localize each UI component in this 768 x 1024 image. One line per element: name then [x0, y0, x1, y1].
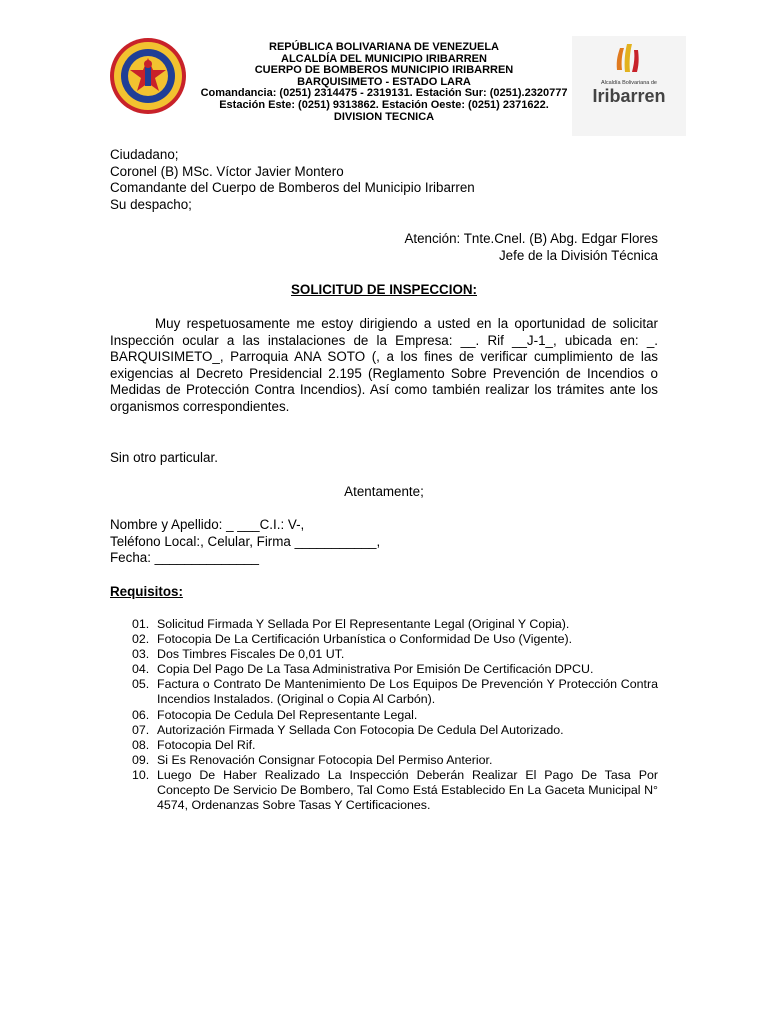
attention-line-1: Atención: Tnte.Cnel. (B) Abg. Edgar Flores [404, 231, 658, 246]
requirements-list [132, 617, 658, 813]
list-item-number: 10. [132, 767, 150, 782]
list-item-text: Fotocopia De Cedula Del Representante Legal. [157, 707, 418, 722]
list-item-text: Luego De Haber Realizado La Inspección Deberán Realizar El Pago De Tasa Por Concepto De Servicio De Bombero, Tal Como Está Establecido En La Gaceta Municipal N° 4574, Ordenanzas Sobre Tasas Y Certificaciones. [157, 767, 658, 813]
list-item-number: 08. [132, 737, 150, 752]
list-item-text: Autorización Firmada Y Sellada Con Fotocopia De Cedula Del Autorizado. [157, 722, 564, 737]
addressee-block [110, 147, 658, 213]
header-line-6: Estación Este: (0251) 9313862. Estación Oeste: (0251) 2371622. [219, 98, 549, 111]
list-item [132, 647, 658, 662]
list-item-number: 03. [132, 647, 150, 662]
list-item [132, 753, 658, 768]
requirements-heading-wrapper [110, 584, 658, 601]
addressee-line-4: Su despacho; [110, 196, 192, 212]
name-id-field: Nombre y Apellido: _ ___C.I.: V-, [110, 517, 305, 532]
list-item-number: 04. [132, 662, 150, 677]
list-item [132, 662, 658, 677]
attention-line-2: Jefe de la División Técnica [498, 247, 658, 263]
list-item-number: 06. [132, 707, 150, 722]
list-item-number: 09. [132, 752, 150, 767]
svg-text:Alcaldía Bolivariana de: Alcaldía Bolivariana de [601, 80, 657, 86]
list-item [132, 768, 658, 813]
list-item-text: Si Es Renovación Consignar Fotocopia Del Permiso Anterior. [157, 752, 493, 767]
list-item-number: 01. [132, 617, 150, 631]
list-item-number: 02. [132, 632, 150, 647]
date-field: Fecha: ______________ [110, 550, 259, 566]
addressee-line-3: Comandante del Cuerpo de Bomberos del Municipio Iribarren [110, 180, 475, 196]
list-item [132, 677, 658, 707]
header-line-4: BARQUISIMETO - ESTADO LARA [297, 75, 471, 88]
list-item [132, 617, 658, 632]
letterhead [0, 36, 768, 146]
document-title: SOLICITUD DE INSPECCION: [291, 282, 477, 297]
list-item-number: 07. [132, 722, 150, 737]
list-item [132, 632, 658, 647]
closing-line: Sin otro particular. [110, 450, 218, 465]
addressee-line-1: Ciudadano; [110, 147, 179, 162]
fire-department-seal-logo [108, 36, 188, 116]
header-line-2: ALCALDÍA DEL MUNICIPIO IRIBARREN [281, 52, 487, 65]
header-line-3: CUERPO DE BOMBEROS MUNICIPIO IRIBARREN [254, 64, 514, 77]
requirements-heading: Requisitos: [110, 584, 183, 599]
list-item-text: Copia Del Pago De La Tasa Administrativa Por Emisión De Certificación DPCU. [157, 662, 594, 677]
letterhead-text [184, 42, 584, 123]
header-line-7: DIVISION TECNICA [333, 110, 435, 123]
signature-fields [110, 517, 658, 567]
svg-text:Iribarren: Iribarren [592, 86, 666, 106]
phone-signature-field: Teléfono Local:, Celular, Firma ___________, [110, 533, 381, 549]
list-item [132, 738, 658, 753]
document-title-wrapper [110, 282, 658, 299]
list-item-number: 05. [132, 677, 150, 692]
header-line-5: Comandancia: (0251) 2314475 - 2319131. Estación Sur: (0251).2320777 [200, 87, 568, 100]
request-paragraph: Muy respetuosamente me estoy dirigiendo a usted en la oportunidad de solicitar Inspección ocular a las instalaciones de la Empresa: __. Rif __J-1_, ubicada en: _. BARQUISIMETO_, Parroquia ANA SOTO (, a los fines de verificar cumplimiento de las exigencias al Decreto Presidencial 2.195 (Reglamento Sobre Prevención de Incendios o Medidas de Protección Contra Incendios). Así como también realizar los trámites ante los organismos correspondientes. [110, 316, 658, 414]
addressee-line-2: Coronel (B) MSc. Víctor Javier Montero [110, 163, 344, 179]
regards-line: Atentamente; [344, 484, 424, 499]
list-item [132, 708, 658, 723]
list-item-text: Fotocopia Del Rif. [157, 737, 256, 752]
list-item-text: Dos Timbres Fiscales De 0,01 UT. [157, 647, 345, 662]
attention-block [110, 231, 658, 264]
header-line-1: REPÚBLICA BOLIVARIANA DE VENEZUELA [269, 41, 499, 53]
list-item [132, 723, 658, 738]
list-item-text: Fotocopia De La Certificación Urbanística o Conformidad De Uso (Vigente). [157, 632, 573, 647]
list-item-text: Factura o Contrato De Mantenimiento De Los Equipos De Prevención Y Protección Contra Incendios Instalados. (Original o Copia Al Carbón). [157, 677, 658, 707]
iribarren-municipality-logo [572, 36, 686, 136]
list-item-text: Solicitud Firmada Y Sellada Por El Representante Legal (Original Y Copia). [157, 617, 570, 631]
